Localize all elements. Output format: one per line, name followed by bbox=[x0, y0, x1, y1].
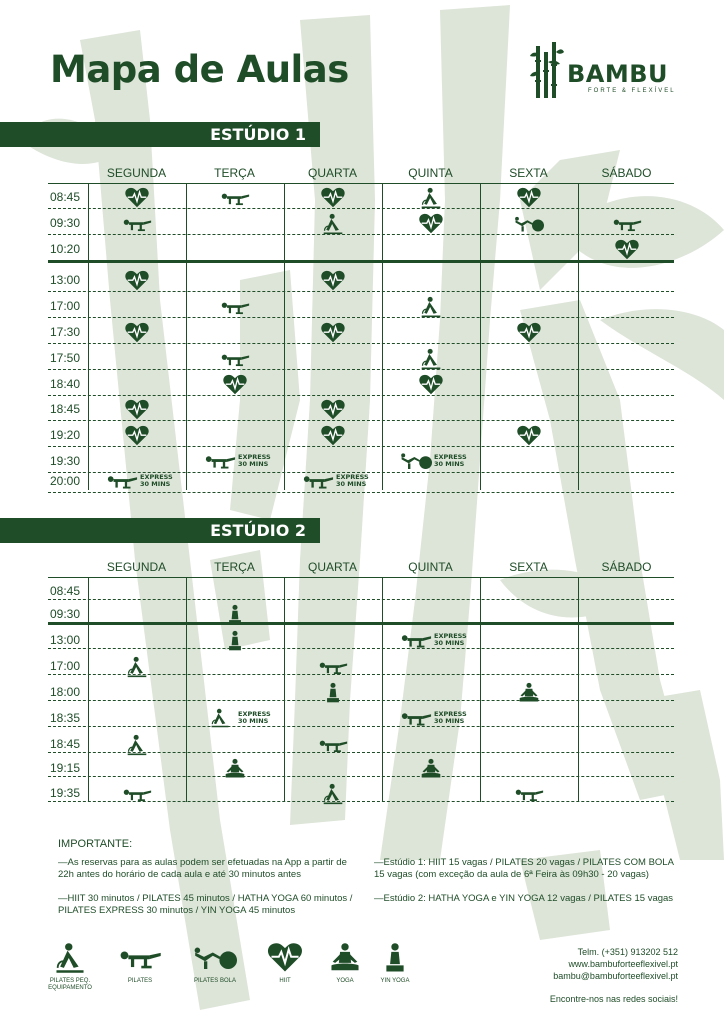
important-title: IMPORTANTE: bbox=[58, 838, 133, 850]
row-divider bbox=[48, 648, 674, 649]
pilates-ball-icon[interactable] bbox=[400, 451, 432, 471]
yoga-icon[interactable] bbox=[514, 682, 544, 704]
hiit-icon[interactable] bbox=[318, 399, 348, 421]
hiit-icon[interactable] bbox=[514, 425, 544, 447]
day-header-5: SÁBADO bbox=[601, 166, 652, 180]
bamboo-logo-icon bbox=[530, 42, 564, 100]
hiit-icon[interactable] bbox=[122, 425, 152, 447]
column-divider bbox=[480, 183, 481, 490]
column-divider bbox=[578, 183, 579, 490]
time-slot-label: 09:30 bbox=[50, 607, 81, 621]
time-slot-label: 09:30 bbox=[50, 216, 81, 230]
express-badge: EXPRESS 30 MINS bbox=[238, 710, 271, 725]
row-divider bbox=[48, 369, 674, 370]
row-divider bbox=[48, 492, 674, 493]
express-badge: EXPRESS 30 MINS bbox=[336, 473, 369, 488]
header-divider bbox=[48, 577, 674, 578]
legend-label: HIIT bbox=[279, 978, 291, 984]
hiit-icon[interactable] bbox=[318, 270, 348, 292]
pilates-icon[interactable] bbox=[612, 213, 642, 235]
pilates-equipment-icon[interactable] bbox=[318, 783, 348, 805]
yoga-icon[interactable] bbox=[220, 758, 250, 780]
column-divider bbox=[382, 577, 383, 802]
day-header-2: QUARTA bbox=[308, 166, 357, 180]
column-divider bbox=[186, 183, 187, 490]
column-divider bbox=[88, 183, 89, 490]
day-header-4: SEXTA bbox=[509, 560, 548, 574]
hiit-icon[interactable] bbox=[318, 322, 348, 344]
time-slot-label: 18:00 bbox=[50, 685, 81, 699]
pilates-equipment-icon[interactable] bbox=[318, 213, 348, 235]
time-slot-label: 17:50 bbox=[50, 351, 81, 365]
column-divider bbox=[88, 577, 89, 802]
pilates-equipment-icon[interactable] bbox=[122, 734, 152, 756]
legend-pilates-ball-icon bbox=[193, 942, 237, 974]
lunch-break-divider bbox=[48, 260, 674, 263]
page-title: Mapa de Aulas bbox=[50, 48, 349, 91]
express-badge: EXPRESS 30 MINS bbox=[434, 453, 467, 468]
day-header-1: TERÇA bbox=[214, 166, 255, 180]
hiit-icon[interactable] bbox=[122, 322, 152, 344]
hiit-icon[interactable] bbox=[318, 425, 348, 447]
hiit-icon[interactable] bbox=[122, 187, 152, 209]
legend-yin-yoga-icon bbox=[373, 942, 417, 974]
pilates-equipment-icon[interactable] bbox=[204, 708, 236, 728]
pilates-equipment-icon[interactable] bbox=[122, 656, 152, 678]
column-divider bbox=[284, 577, 285, 802]
pilates-ball-icon[interactable] bbox=[514, 213, 544, 235]
column-divider bbox=[284, 183, 285, 490]
social-callout: Encontre-nos nas redes sociais! bbox=[549, 994, 678, 1004]
time-slot-label: 18:35 bbox=[50, 711, 81, 725]
column-divider bbox=[382, 183, 383, 490]
pilates-icon[interactable] bbox=[220, 187, 250, 209]
pilates-icon[interactable] bbox=[204, 451, 236, 471]
lunch-break-divider bbox=[48, 622, 674, 625]
yoga-icon[interactable] bbox=[416, 758, 446, 780]
time-slot-label: 19:35 bbox=[50, 786, 81, 800]
pilates-equipment-icon[interactable] bbox=[416, 348, 446, 370]
time-slot-label: 13:00 bbox=[50, 273, 81, 287]
column-divider bbox=[480, 577, 481, 802]
time-slot-label: 08:45 bbox=[50, 190, 81, 204]
hiit-icon[interactable] bbox=[514, 187, 544, 209]
pilates-icon[interactable] bbox=[318, 734, 348, 756]
studio2-banner: ESTÚDIO 2 bbox=[0, 518, 320, 543]
row-divider bbox=[48, 395, 674, 396]
legend-label: PILATES BOLA bbox=[194, 978, 236, 984]
contact-email: bambu@bambuforteeflexivel.pt bbox=[553, 971, 678, 981]
legend-hiit-icon bbox=[263, 942, 307, 974]
legend-label: YOGA bbox=[336, 978, 354, 984]
time-slot-label: 19:30 bbox=[50, 454, 81, 468]
yin-yoga-icon[interactable] bbox=[220, 604, 250, 626]
hiit-icon[interactable] bbox=[122, 399, 152, 421]
brand-tagline: FORTE & FLEXÍVEL bbox=[588, 88, 676, 94]
time-slot-label: 18:45 bbox=[50, 402, 81, 416]
time-slot-label: 10:20 bbox=[50, 242, 81, 256]
pilates-icon[interactable] bbox=[400, 708, 432, 728]
hiit-icon[interactable] bbox=[416, 213, 446, 235]
pilates-icon[interactable] bbox=[302, 471, 334, 491]
hiit-icon[interactable] bbox=[612, 239, 642, 261]
studio1-banner: ESTÚDIO 1 bbox=[0, 122, 320, 147]
pilates-icon[interactable] bbox=[122, 783, 152, 805]
time-slot-label: 17:30 bbox=[50, 325, 81, 339]
column-divider bbox=[186, 577, 187, 802]
time-slot-label: 20:00 bbox=[50, 474, 81, 488]
time-slot-label: 18:45 bbox=[50, 737, 81, 751]
note-studio2-capacity: —Estúdio 2: HATHA YOGA e YIN YOGA 12 vagas / PILATES 15 vagas bbox=[374, 893, 674, 904]
time-slot-label: 19:15 bbox=[50, 761, 81, 775]
column-divider bbox=[578, 577, 579, 802]
contact-website: www.bambuforteeflexivel.pt bbox=[568, 959, 678, 969]
legend-label: PILATES bbox=[127, 978, 153, 984]
express-badge: EXPRESS 30 MINS bbox=[140, 473, 173, 488]
row-divider bbox=[48, 726, 674, 727]
row-divider bbox=[48, 700, 674, 701]
time-slot-label: 18:40 bbox=[50, 377, 81, 391]
hiit-icon[interactable] bbox=[122, 270, 152, 292]
time-slot-label: 13:00 bbox=[50, 633, 81, 647]
pilates-icon[interactable] bbox=[514, 783, 544, 805]
pilates-icon[interactable] bbox=[220, 296, 250, 318]
legend-pilates-equipment-icon bbox=[48, 942, 92, 974]
express-badge: EXPRESS 30 MINS bbox=[434, 632, 467, 647]
pilates-icon[interactable] bbox=[122, 213, 152, 235]
note-studio1-capacity: —Estúdio 1: HIIT 15 vagas / PILATES 20 vagas / PILATES COM BOLA 15 vagas (com exceção da aula de 6ª Feira às 09h30 - 20 vagas) bbox=[374, 857, 674, 880]
time-slot-label: 17:00 bbox=[50, 659, 81, 673]
pilates-icon[interactable] bbox=[400, 630, 432, 650]
time-slot-label: 08:45 bbox=[50, 584, 81, 598]
row-divider bbox=[48, 776, 674, 777]
hiit-icon[interactable] bbox=[220, 374, 250, 396]
express-badge: EXPRESS 30 MINS bbox=[238, 453, 271, 468]
legend-yoga-icon bbox=[323, 942, 367, 974]
yin-yoga-icon[interactable] bbox=[220, 630, 250, 652]
hiit-icon[interactable] bbox=[318, 187, 348, 209]
note-durations: —HIIT 30 minutos / PILATES 45 minutos / HATHA YOGA 60 minutos / PILATES EXPRESS 30 minutos / YIN YOGA 45 minutos bbox=[58, 893, 353, 916]
time-slot-label: 19:20 bbox=[50, 428, 81, 442]
express-badge: EXPRESS 30 MINS bbox=[434, 710, 467, 725]
row-divider bbox=[48, 599, 674, 600]
yin-yoga-icon[interactable] bbox=[318, 682, 348, 704]
pilates-icon[interactable] bbox=[220, 348, 250, 370]
row-divider bbox=[48, 317, 674, 318]
day-header-2: QUARTA bbox=[308, 560, 357, 574]
time-slot-label: 17:00 bbox=[50, 299, 81, 313]
legend-label: PILATES PEQ. EQUIPAMENTO bbox=[48, 978, 92, 991]
day-header-0: SEGUNDA bbox=[106, 166, 167, 180]
day-header-0: SEGUNDA bbox=[106, 560, 167, 574]
pilates-equipment-icon[interactable] bbox=[416, 296, 446, 318]
header-divider bbox=[48, 183, 674, 184]
day-header-1: TERÇA bbox=[214, 560, 255, 574]
day-header-3: QUINTA bbox=[408, 560, 453, 574]
hiit-icon[interactable] bbox=[416, 374, 446, 396]
pilates-equipment-icon[interactable] bbox=[416, 187, 446, 209]
contact-phone: Telm. (+351) 913202 512 bbox=[577, 947, 678, 957]
pilates-icon[interactable] bbox=[106, 471, 138, 491]
note-booking: —As reservas para as aulas podem ser efetuadas na App a partir de 22h antes do horário de cada aula e até 30 minutos antes bbox=[58, 857, 347, 880]
legend-pilates-icon bbox=[118, 942, 162, 974]
legend-label: YIN YOGA bbox=[380, 978, 410, 984]
day-header-4: SEXTA bbox=[509, 166, 548, 180]
day-header-3: QUINTA bbox=[408, 166, 453, 180]
hiit-icon[interactable] bbox=[514, 322, 544, 344]
day-header-5: SÁBADO bbox=[601, 560, 652, 574]
brand-name: BAMBU bbox=[567, 60, 669, 88]
pilates-icon[interactable] bbox=[318, 656, 348, 678]
